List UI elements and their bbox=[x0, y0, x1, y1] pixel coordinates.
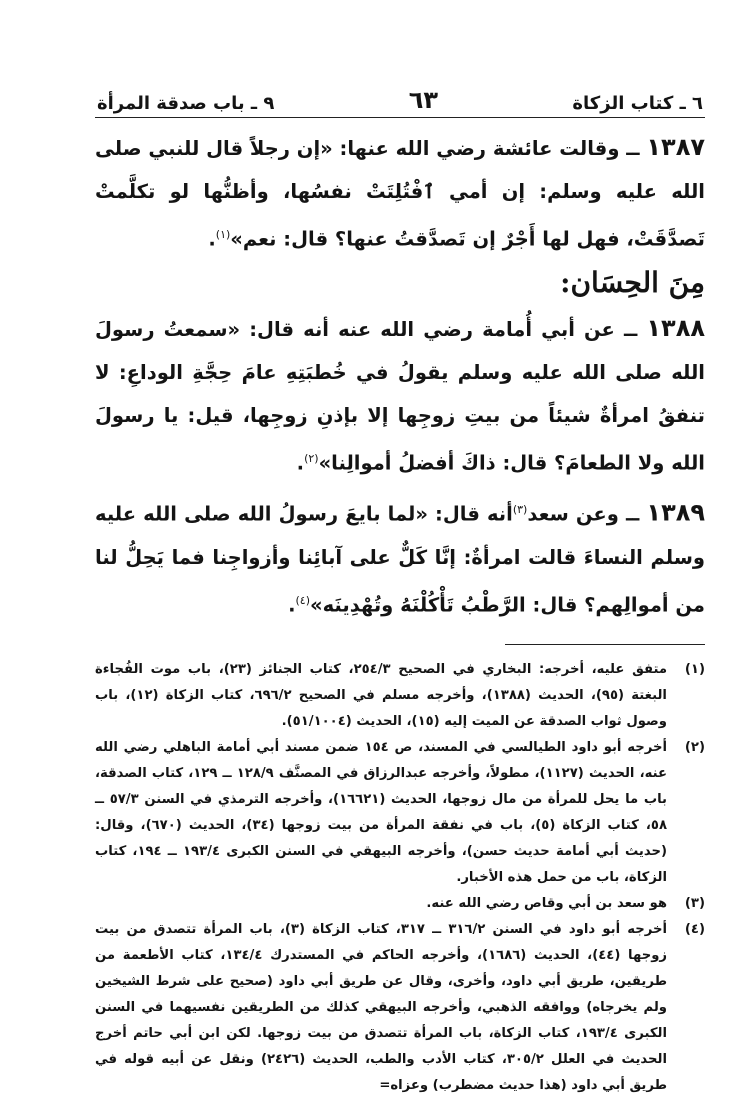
hadith-number: ١٣٨٨ bbox=[646, 313, 705, 342]
hadith-end: . bbox=[208, 227, 216, 251]
footnote bbox=[95, 657, 705, 735]
footnotes bbox=[95, 657, 705, 1099]
footnote-label: (١) bbox=[684, 662, 705, 677]
footnote-divider bbox=[505, 644, 705, 645]
section-title: ٩ ـ باب صدقة المرأة bbox=[97, 93, 275, 114]
hadith-end: . bbox=[288, 593, 296, 616]
hadith-text: ــ وقالت عائشة رضي الله عنها: «إن رجلاً قال للنبي صلى الله عليه وسلم: إن أمي ٱفْتُلِتَتْ نفسُها، وأظنُّها لو تكلَّمتْ تَصدَّقَتْ، فهل لها أَجْرٌ إن تَصدَّقتُ عنها؟ قال: نعم» bbox=[95, 137, 705, 251]
book-page bbox=[95, 78, 705, 1099]
footnote-ref: (٢) bbox=[304, 451, 319, 465]
footnote-ref: (٣) bbox=[512, 503, 528, 516]
hadith-text: ــ وعن سعد bbox=[527, 502, 647, 526]
main-text bbox=[95, 126, 705, 626]
footnote-ref: (٤) bbox=[295, 593, 310, 607]
footnote-label: (٢) bbox=[684, 740, 705, 755]
page-number: ٦٣ bbox=[408, 86, 439, 114]
hadith-text: ــ عن أبي أُمامة رضي الله عنه أنه قال: «سمعتُ رسولَ الله صلى الله عليه وسلم يقولُ في خُطبَتِهِ عامَ حِجَّةِ الوداعِ: لا تنفقُ امرأةٌ شيئاً من بيتِ زوجِها إلا بإذنِ زوجِها، قيل: يا رسولَ الله ولا الطعامَ؟ قال: ذاكَ أفضلُ أموالِنا» bbox=[95, 317, 705, 474]
section-heading: مِنَ الحِسَان: bbox=[560, 265, 705, 299]
footnote-label: (٣) bbox=[684, 896, 705, 911]
hadith-1388 bbox=[95, 307, 705, 485]
footnote-ref: (١) bbox=[215, 228, 231, 241]
footnote-text: هو سعد بن أبي وقاص رضي الله عنه. bbox=[426, 896, 667, 911]
hadith-end: . bbox=[296, 451, 305, 474]
chapter-title: ٦ ـ كتاب الزكاة bbox=[572, 93, 703, 114]
footnote bbox=[95, 917, 705, 1099]
page-header bbox=[95, 78, 705, 118]
footnote bbox=[95, 891, 705, 917]
hadith-number: ١٣٨٩ bbox=[646, 498, 706, 527]
hadith-text: أنه قال: «لما بايعَ رسولُ الله صلى الله عليه وسلم النساءَ قالت امرأةٌ: إنَّا كَلٌّ على آبائِنا وأزواجِنا فما يَحِلُّ لنا من أموالِهم؟ قال: الرَّطْبُ تَأْكُلْنَهُ وتُهْدِينَه» bbox=[95, 502, 705, 616]
footnote-label: (٤) bbox=[684, 922, 705, 937]
footnote bbox=[95, 735, 705, 891]
hadith-number: ١٣٨٧ bbox=[646, 133, 705, 161]
footnote-text: أخرجه أبو داود الطيالسي في المسند، ص ١٥٤ ضمن مسند أبي أمامة الباهلي رضي الله عنه، الحديث (١١٢٧)، مطولاً، وأخرجه عبدالرزاق في المصنَّف ١٢٨/٩ ــ ١٢٩، كتاب الصدقة، باب ما يحل للمرأة من مال زوجها، الحديث (١٦٦٢١)، وأخرجه الترمذي في السنن ٥٧/٣ ــ ٥٨، كتاب الزكاة (٥)، باب في نفقة المرأة من بيت زوجها (٣٤)، الحديث (٦٧٠)، وقال: (حديث أبي أمامة حديث حسن)، وأخرجه البيهقي في السنن الكبرى ١٩٣/٤ ــ ١٩٤، كتاب الزكاة، باب من حمل هذه الأخبار. bbox=[95, 740, 668, 885]
hadith-1389 bbox=[95, 488, 705, 626]
footnote-text: أخرجه أبو داود في السنن ٣١٦/٢ ــ ٣١٧، كتاب الزكاة (٣)، باب المرأة تتصدق من بيت زوجها (٤٤)، الحديث (١٦٨٦)، وأخرجه الحاكم في المستدرك ١٣٤/٤، كتاب الأطعمة من طريقين، طريق أبي داود، وأخرى، وقال عن طريق أبي داود (صحيح على شرط الشيخين ولم يخرجاه) ووافقه الذهبي، وأخرجه البيهقي كذلك من الطريقين نفسيهما في السنن الكبرى ١٩٣/٤، كتاب الزكاة، باب المرأة تتصدق من بيت زوجها. لكن ابن أبي حاتم أخرج الحديث في العلل ٣٠٥/٢، كتاب الأدب والطب، الحديث (٢٤٢٦) ونقل عن أبيه قوله في طريق أبي داود (هذا حديث مضطرب) وعزاه= bbox=[95, 922, 668, 1093]
footnote-text: متفق عليه، أخرجه: البخاري في الصحيح ٢٥٤/٣، كتاب الجنائز (٢٣)، باب موت الفُجاءة البغتة (٩٥)، الحديث (١٣٨٨)، وأخرجه مسلم في الصحيح ٦٩٦/٢، كتاب الزكاة (١٢)، باب وصول ثواب الصدقة عن الميت إليه (١٥)، الحديث (٥١/١٠٠٤). bbox=[95, 662, 667, 729]
hadith-1387 bbox=[95, 126, 705, 261]
